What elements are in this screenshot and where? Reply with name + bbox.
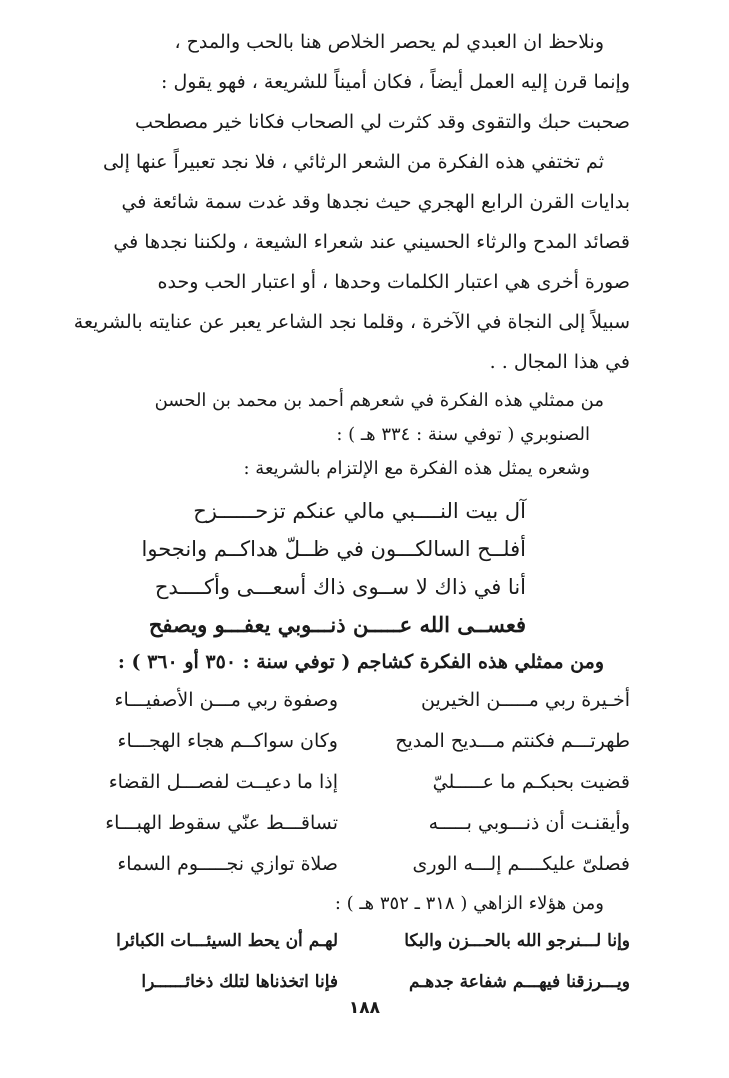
paragraph-1 bbox=[58, 22, 630, 102]
intro-3: ومن هؤلاء الزاهي ( ٣١٨ ـ ٣٥٢ هـ ) : bbox=[334, 893, 604, 914]
paragraph-line: ثم تختفي هذه الفكرة من الشعر الرثائي ، فلا نجد تعبيراً عنها إلى bbox=[102, 151, 604, 173]
first-hemistich: وإنا لـــنرجو الله بالحـــزن والبكا bbox=[404, 931, 630, 951]
paragraph-line: سبيلاً إلى النجاة في الآخرة ، وقلما نجد الشاعر يعبر عن عنايته بالشريعة bbox=[73, 311, 630, 333]
poem-1 bbox=[58, 492, 630, 644]
verse-line: صحبت حبك والتقوى وقد كثرت لي الصحاب فكانا خير مصطحب bbox=[135, 111, 630, 133]
first-hemistich: ويـــرزقنا فيهـــم شفاعة جدهـم bbox=[409, 972, 630, 992]
second-hemistich: فإنا اتخذناها لتلك ذخائــــــرا bbox=[141, 972, 338, 992]
second-hemistich: صلاة توازي نجـــــوم السماء bbox=[117, 853, 338, 875]
intro-line: وشعره يمثل هذه الفكرة مع الإلتزام بالشريعة : bbox=[243, 458, 590, 479]
couplet bbox=[58, 803, 630, 844]
poem-verse: أفلــح السالكـــون في ظــلّ هداكــم وانجحوا bbox=[141, 537, 526, 561]
couplet bbox=[58, 962, 630, 1003]
first-hemistich: وأيقنـت أن ذنـــوبي بـــــه bbox=[428, 812, 630, 834]
intro-1 bbox=[58, 384, 630, 486]
couplet bbox=[58, 721, 630, 762]
second-hemistich: إذا ما دعيــت لفصـــل القضاء bbox=[108, 771, 338, 793]
book-page bbox=[58, 22, 630, 1003]
paragraph-line: قصائد المدح والرثاء الحسيني عند شعراء الشيعة ، ولكننا نجدها في bbox=[113, 231, 630, 253]
first-hemistich: أخـيرة ربي مـــــن الخيرين bbox=[421, 689, 630, 711]
couplet bbox=[58, 921, 630, 962]
page-number: ١٨٨ bbox=[348, 998, 381, 1018]
poem-3 bbox=[58, 921, 630, 1003]
second-hemistich: وكان سواكــم هجاء الهجـــاء bbox=[117, 730, 338, 752]
couplet bbox=[58, 680, 630, 721]
paragraph-line: وإنما قرن إليه العمل أيضاً ، فكان أميناً للشريعة ، فهو يقول : bbox=[161, 71, 630, 93]
paragraph-line: في هذا المجال . . bbox=[489, 351, 630, 373]
intro-line: من ممثلي هذه الفكرة في شعرهم أحمد بن محمد بن الحسن bbox=[154, 390, 604, 411]
paragraph-2 bbox=[58, 142, 630, 382]
poem-verse: آل بيت النــــبي مالي عنكم تزحــــــزح bbox=[193, 499, 526, 523]
paragraph-line: ونلاحظ ان العبدي لم يحصر الخلاص هنا بالحب والمدح ، bbox=[174, 31, 604, 53]
poem-2 bbox=[58, 680, 630, 885]
first-hemistich: قضيت بحبكـم ما عـــــليّ bbox=[432, 771, 630, 793]
couplet bbox=[58, 762, 630, 803]
second-hemistich: لهـم أن يحط السيئـــات الكبائرا bbox=[116, 931, 338, 951]
first-hemistich: فصلىّ عليكــــم إلـــه الورى bbox=[412, 853, 630, 875]
second-hemistich: وصفوة ربي مـــن الأصفيـــاء bbox=[114, 689, 338, 711]
intro-line: الصنوبري ( توفي سنة : ٣٣٤ هـ ) : bbox=[336, 424, 590, 445]
second-hemistich: تساقـــط عنّي سقوط الهبـــاء bbox=[105, 812, 338, 834]
paragraph-line: صورة أخرى هي اعتبار الكلمات وحدها ، أو اعتبار الحب وحده bbox=[157, 271, 630, 293]
first-hemistich: طهرتـــم فكنتم مـــديح المديح bbox=[395, 730, 630, 752]
poem-verse: فعســى الله عـــــن ذنـــوبي يعفـــو ويصفح bbox=[148, 612, 526, 637]
section-heading: ومن ممثلي هذه الفكرة كشاجم ( توفي سنة : ٣٥٠ أو ٣٦٠ ) : bbox=[117, 651, 604, 673]
poem-verse: أنا في ذاك لا ســوى ذاك أسعـــى وأكــــدح bbox=[154, 575, 526, 599]
couplet bbox=[58, 844, 630, 885]
paragraph-line: بدايات القرن الرابع الهجري حيث نجدها وقد غدت سمة شائعة في bbox=[121, 191, 630, 213]
